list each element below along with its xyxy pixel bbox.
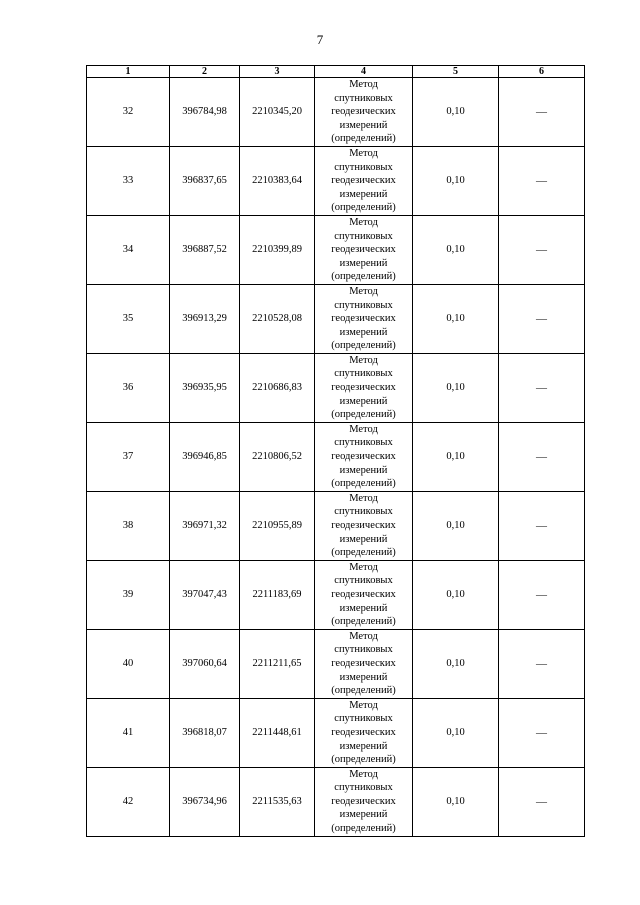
method-line: (определений)	[331, 823, 396, 835]
method-line: (определений)	[331, 685, 396, 697]
y-coordinate-cell: 2210686,83	[240, 353, 315, 422]
method-cell	[315, 215, 413, 284]
header-col-3: 3	[240, 66, 315, 78]
method-line: (определений)	[331, 340, 396, 352]
method-line: (определений)	[331, 409, 396, 421]
y-coordinate-cell: 2210399,89	[240, 215, 315, 284]
method-line: измерений	[339, 188, 388, 200]
method-line: Метод	[349, 79, 378, 90]
method-line: (определений)	[331, 133, 396, 145]
table-row	[87, 767, 585, 836]
method-cell	[315, 146, 413, 215]
method-line: спутниковых	[334, 161, 393, 173]
method-line: измерений	[339, 740, 388, 752]
method-line: измерений	[339, 395, 388, 407]
method-line: спутниковых	[334, 92, 393, 104]
accuracy-cell: 0,10	[413, 767, 499, 836]
x-coordinate-cell: 396935,95	[170, 353, 240, 422]
table-row	[87, 353, 585, 422]
accuracy-cell: 0,10	[413, 560, 499, 629]
method-line: геодезических	[331, 313, 396, 325]
coordinates-table	[86, 65, 585, 837]
method-line: измерений	[339, 464, 388, 476]
accuracy-cell: 0,10	[413, 215, 499, 284]
method-cell	[315, 491, 413, 560]
method-line: геодезических	[331, 795, 396, 807]
x-coordinate-cell: 396887,52	[170, 215, 240, 284]
method-cell	[315, 353, 413, 422]
table-row	[87, 698, 585, 767]
note-cell: —	[499, 78, 585, 147]
method-line: спутниковых	[334, 782, 393, 794]
method-cell	[315, 767, 413, 836]
method-line: спутниковых	[334, 437, 393, 449]
page-number: 7	[316, 32, 324, 47]
y-coordinate-cell: 2210383,64	[240, 146, 315, 215]
point-number-cell: 42	[87, 767, 170, 836]
note-cell: —	[499, 698, 585, 767]
method-cell	[315, 629, 413, 698]
method-line: геодезических	[331, 588, 396, 600]
point-number-cell: 37	[87, 422, 170, 491]
method-line: измерений	[339, 326, 388, 338]
note-cell: —	[499, 491, 585, 560]
method-line: геодезических	[331, 382, 396, 394]
method-line: (определений)	[331, 271, 396, 283]
accuracy-cell: 0,10	[413, 146, 499, 215]
accuracy-cell: 0,10	[413, 629, 499, 698]
method-line: Метод	[349, 147, 378, 159]
header-col-5: 5	[413, 66, 499, 78]
table-row	[87, 422, 585, 491]
method-line: Метод	[349, 561, 378, 573]
method-line: спутниковых	[334, 230, 393, 242]
method-line: геодезических	[331, 451, 396, 463]
method-line: (определений)	[331, 202, 396, 214]
method-line: (определений)	[331, 754, 396, 766]
x-coordinate-cell: 396837,65	[170, 146, 240, 215]
header-row	[87, 66, 585, 78]
method-line: (определений)	[331, 547, 396, 559]
method-cell	[315, 284, 413, 353]
method-line: Метод	[349, 423, 378, 435]
point-number-cell: 35	[87, 284, 170, 353]
x-coordinate-cell: 396784,98	[170, 78, 240, 147]
method-line: измерений	[339, 119, 388, 131]
note-cell: —	[499, 146, 585, 215]
point-number-cell: 32	[87, 78, 170, 147]
method-line: (определений)	[331, 478, 396, 490]
table-row	[87, 560, 585, 629]
x-coordinate-cell: 396734,96	[170, 767, 240, 836]
method-line: спутниковых	[334, 644, 393, 656]
y-coordinate-cell: 2211535,63	[240, 767, 315, 836]
method-line: геодезических	[331, 175, 396, 187]
point-number-cell: 34	[87, 215, 170, 284]
header-col-2: 2	[170, 66, 240, 78]
method-line: измерений	[339, 533, 388, 545]
x-coordinate-cell: 396971,32	[170, 491, 240, 560]
method-line: Метод	[349, 630, 378, 642]
note-cell: —	[499, 353, 585, 422]
table-row	[87, 629, 585, 698]
method-line: Метод	[349, 699, 378, 711]
note-cell: —	[499, 215, 585, 284]
y-coordinate-cell: 2210806,52	[240, 422, 315, 491]
y-coordinate-cell: 2211183,69	[240, 560, 315, 629]
method-line: геодезических	[331, 106, 396, 118]
method-line: геодезических	[331, 520, 396, 531]
method-line: Метод	[349, 354, 378, 366]
method-line: спутниковых	[334, 506, 393, 518]
header-col-4: 4	[315, 66, 413, 78]
table-row	[87, 284, 585, 353]
method-cell	[315, 78, 413, 147]
method-line: геодезических	[331, 657, 396, 669]
method-line: спутниковых	[334, 575, 393, 587]
method-line: измерений	[339, 809, 388, 821]
table-header	[87, 66, 585, 78]
table-row	[87, 491, 585, 560]
x-coordinate-cell: 397047,43	[170, 560, 240, 629]
accuracy-cell: 0,10	[413, 78, 499, 147]
header-col-1: 1	[87, 66, 170, 78]
method-line: измерений	[339, 602, 388, 614]
x-coordinate-cell: 397060,64	[170, 629, 240, 698]
method-line: геодезических	[331, 244, 396, 256]
accuracy-cell: 0,10	[413, 284, 499, 353]
method-line: Метод	[349, 768, 378, 780]
x-coordinate-cell: 396818,07	[170, 698, 240, 767]
point-number-cell: 36	[87, 353, 170, 422]
table-row	[87, 215, 585, 284]
method-line: спутниковых	[334, 368, 393, 380]
y-coordinate-cell: 2210345,20	[240, 78, 315, 147]
method-line: Метод	[349, 285, 378, 297]
accuracy-cell: 0,10	[413, 353, 499, 422]
point-number-cell: 33	[87, 146, 170, 215]
x-coordinate-cell: 396946,85	[170, 422, 240, 491]
accuracy-cell: 0,10	[413, 422, 499, 491]
note-cell: —	[499, 629, 585, 698]
y-coordinate-cell: 2210955,89	[240, 491, 315, 560]
method-line: измерений	[339, 671, 388, 683]
y-coordinate-cell: 2211448,61	[240, 698, 315, 767]
note-cell: —	[499, 284, 585, 353]
point-number-cell: 41	[87, 698, 170, 767]
point-number-cell: 38	[87, 491, 170, 560]
method-cell	[315, 560, 413, 629]
header-col-6: 6	[499, 66, 585, 78]
note-cell: —	[499, 560, 585, 629]
method-line: Метод	[349, 216, 378, 228]
method-line: спутниковых	[334, 299, 393, 311]
accuracy-cell: 0,10	[413, 698, 499, 767]
note-cell: —	[499, 422, 585, 491]
method-line: Метод	[349, 492, 378, 504]
table-row	[87, 146, 585, 215]
point-number-cell: 39	[87, 560, 170, 629]
y-coordinate-cell: 2210528,08	[240, 284, 315, 353]
method-line: спутниковых	[334, 713, 393, 725]
method-cell	[315, 422, 413, 491]
x-coordinate-cell: 396913,29	[170, 284, 240, 353]
method-line: измерений	[339, 257, 388, 269]
table-body	[87, 78, 585, 837]
point-number-cell: 40	[87, 629, 170, 698]
y-coordinate-cell: 2211211,65	[240, 629, 315, 698]
method-line: геодезических	[331, 726, 396, 738]
method-cell	[315, 698, 413, 767]
method-line: (определений)	[331, 616, 396, 628]
table-row	[87, 78, 585, 147]
note-cell: —	[499, 767, 585, 836]
accuracy-cell: 0,10	[413, 491, 499, 560]
